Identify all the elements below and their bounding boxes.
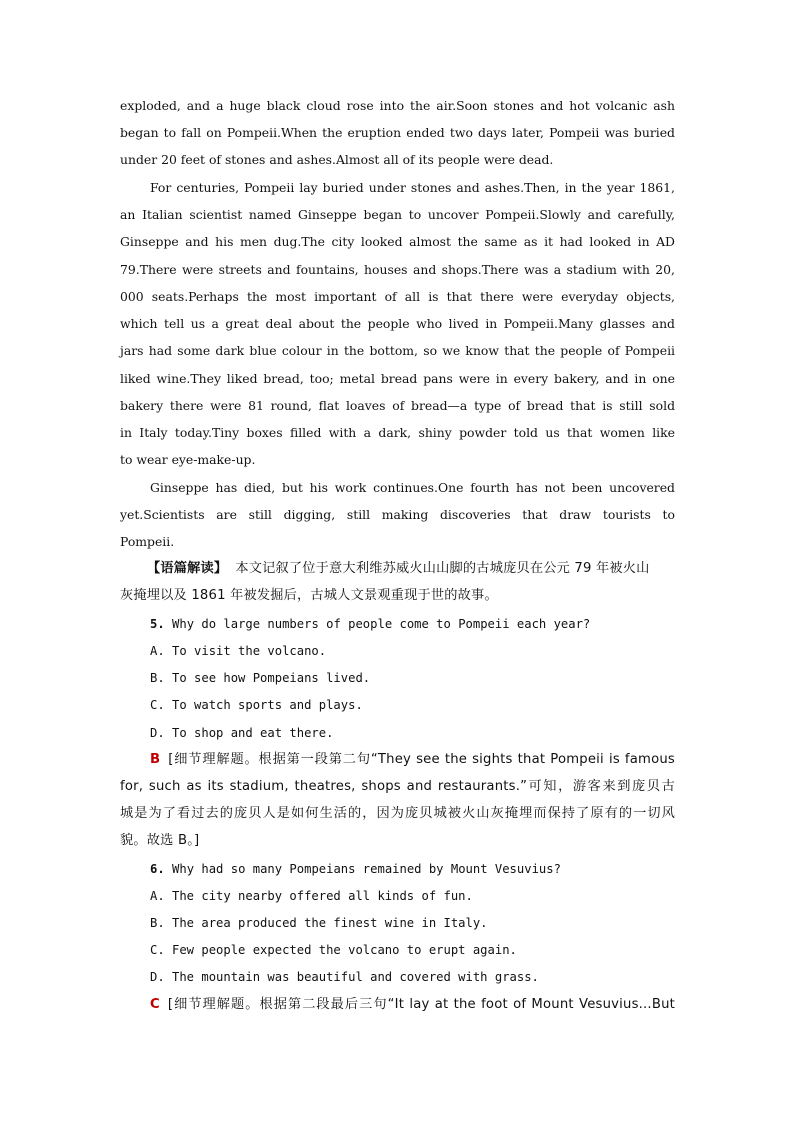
- question-stem: Why do large numbers of people come to Pompeii each year?: [172, 617, 591, 631]
- passage-line: to wear eye-make-up.: [120, 452, 256, 467]
- explanation-text: 貌。故选 B。]: [120, 833, 200, 848]
- passage-line: Pompeii.: [120, 534, 175, 549]
- option-b: B. To see how Pompeians lived.: [150, 671, 371, 685]
- passage-line: Ginseppe and his men dug.The city looked almost the same as it had looked in AD: [120, 234, 675, 249]
- question-number: 6.: [150, 862, 165, 876]
- passage-line: an Italian scientist named Ginseppe began to uncover Pompeii.Slowly and carefully,: [120, 207, 675, 222]
- passage-analysis: [147, 561, 677, 577]
- option-d: D. The mountain was beautiful and covered with grass.: [150, 970, 539, 984]
- passage-line: began to fall on Pompeii.When the eruption ended two days later, Pompeii was buried: [120, 125, 675, 140]
- question-6: [150, 861, 675, 877]
- passage-line: bakery there were 81 round, flat loaves of bread—a type of bread that is still sold: [120, 398, 675, 413]
- passage-line: yet.Scientists are still digging, still making discoveries that draw tourists to: [120, 507, 675, 522]
- passage-line: in Italy today.Tiny boxes filled with a dark, shiny powder told us that women like: [120, 425, 675, 440]
- passage-line: 000 seats.Perhaps the most important of all is that there were everyday objects,: [120, 289, 675, 304]
- passage-line: Ginseppe has died, but his work continues.One fourth has not been uncovered: [150, 480, 675, 495]
- passage-line: which tell us a great deal about the people who lived in Pompeii.Many glasses and: [120, 316, 675, 331]
- answer-letter: C: [150, 997, 160, 1012]
- passage-line: under 20 feet of stones and ashes.Almost all of its people were dead.: [120, 152, 554, 167]
- analysis-text: 本文记叙了位于意大利维苏威火山山脚的古城庞贝在公元 79 年被火山: [235, 561, 650, 576]
- option-d: D. To shop and eat there.: [150, 726, 334, 740]
- question-5: [150, 616, 675, 632]
- explanation-text: 城是为了看过去的庞贝人是如何生活的，因为庞贝城被火山灰掩埋而保持了原有的一切风: [120, 806, 675, 821]
- option-a: A. The city nearby offered all kinds of fun.: [150, 889, 473, 903]
- answer-explanation: [150, 997, 675, 1013]
- passage-line: 79.There were streets and fountains, houses and shops.There was a stadium with 20,: [120, 262, 675, 277]
- option-c: C. Few people expected the volcano to erupt again.: [150, 943, 517, 957]
- option-c: C. To watch sports and plays.: [150, 698, 363, 712]
- explanation-text: [细节理解题。根据第一段第二句“They see the sights that Pompeii is famous: [168, 752, 675, 767]
- answer-explanation: [150, 752, 675, 768]
- passage-line: liked wine.They liked bread, too; metal bread pans were in every bakery, and in one: [120, 371, 675, 386]
- explanation-text: for, such as its stadium, theatres, shops and restaurants.”可知，游客来到庞贝古: [120, 779, 675, 794]
- passage-line: exploded, and a huge black cloud rose into the air.Soon stones and hot volcanic ash: [120, 98, 675, 113]
- question-number: 5.: [150, 617, 165, 631]
- option-b: B. The area produced the finest wine in Italy.: [150, 916, 488, 930]
- passage-line: jars had some dark blue colour in the bottom, so we know that the people of Pompeii: [120, 343, 675, 358]
- option-a: A. To visit the volcano.: [150, 644, 327, 658]
- analysis-label: 【语篇解读】: [147, 561, 228, 576]
- analysis-text: 灰掩埋以及 1861 年被发掘后，古城人文景观重现于世的故事。: [120, 588, 498, 603]
- question-stem: Why had so many Pompeians remained by Mount Vesuvius?: [172, 862, 561, 876]
- explanation-text: [细节理解题。根据第二段最后三句“It lay at the foot of Mount Vesuvius...But: [167, 997, 675, 1012]
- passage-line: For centuries, Pompeii lay buried under stones and ashes.Then, in the year 1861,: [150, 180, 675, 195]
- answer-letter: B: [150, 752, 161, 767]
